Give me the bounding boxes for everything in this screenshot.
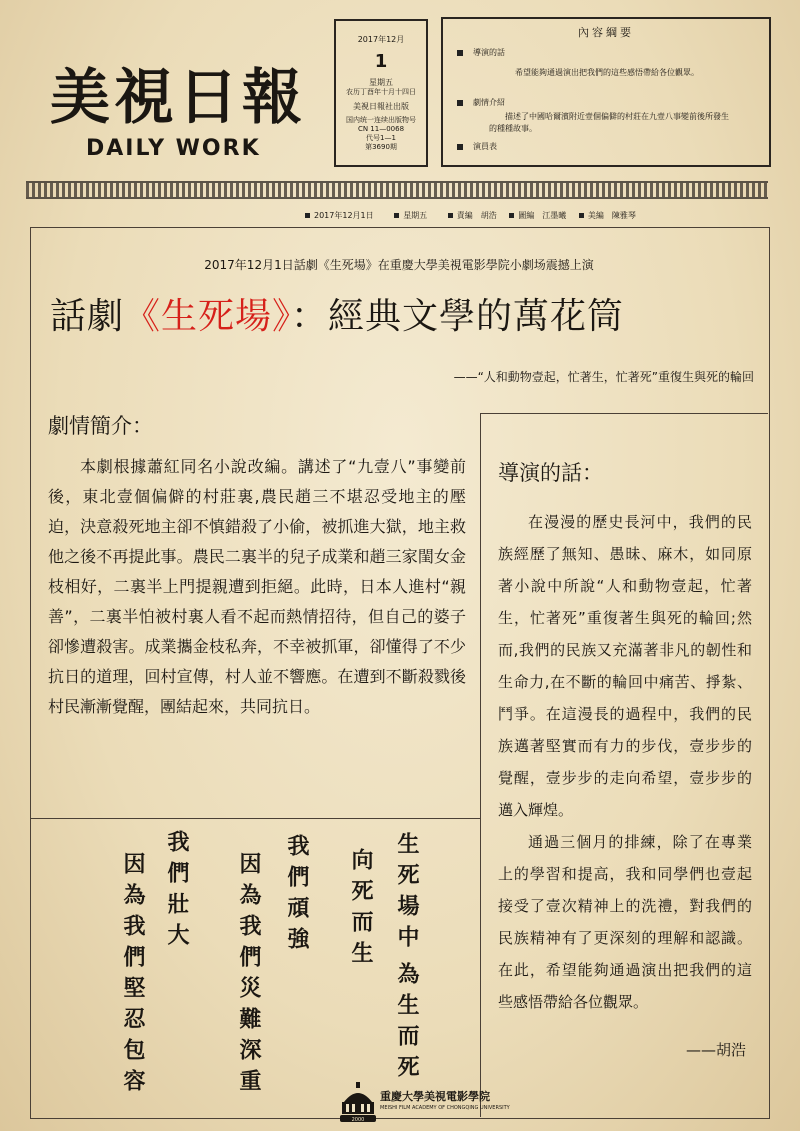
emblem-year: 2000 — [351, 1117, 365, 1123]
date-lunar: 农历丁酉年十月十四日 — [346, 87, 416, 96]
newspaper-title: 美視日報 — [50, 63, 306, 133]
contents-item — [457, 141, 497, 152]
newspaper-subtitle: DAILY WORK — [86, 136, 261, 161]
headline-play-title: 《生死場》 — [124, 296, 292, 337]
director-signature: ——胡浩 — [686, 1041, 747, 1059]
contents-item — [457, 47, 505, 58]
info-image-editor: 圖編 江墨曦 — [518, 211, 567, 220]
plot-body — [48, 452, 466, 722]
contents-item-title: 導演的話 — [473, 48, 505, 57]
contents-box — [441, 17, 771, 167]
date-weekday: 星期五 — [369, 77, 393, 87]
issue-number: 第3690期 — [365, 142, 397, 151]
article-tagline: ——“人和動物壹起，忙著生，忙著死”重復生與死的輪回 — [453, 370, 754, 384]
serial-number: CN 11—0068 — [357, 125, 405, 133]
director-paragraph: 通過三個月的排練，除了在專業上的學習和提高，我和同學們也壹起接受了壹次精神上的洗禮，對我們的民族精神有了更深刻的理解和認識。在此，希望能夠通過演出把我們的這些感悟帶給各位觀眾。 — [498, 833, 752, 1011]
article-subhead: 2017年12月1日話劇《生死場》在重慶大學美視電影學院小劇场震撼上演 — [204, 258, 594, 272]
director-paragraph: 在漫漫的歷史長河中，我們的民族經歷了無知、愚昧、麻木，如同原著小說中所說“人和動物壹起，忙著生，忙著死”重復著生與死的輪回;然而,我們的民族又充滿著非凡的韌性和生命力,在不斷的輪回中痛苦、掙紮、鬥爭。在這漫長的過程中，我們的民族邁著堅實而有力的步伐，壹步步的覺醒，壹步步的走向希望，壹步步的邁入輝煌。 — [498, 513, 752, 819]
bullet-icon — [457, 50, 463, 56]
bullet-icon — [305, 213, 310, 218]
bullet-icon — [579, 213, 584, 218]
contents-item-title: 演員表 — [473, 142, 497, 151]
poem-line: 我們壯大 — [164, 830, 190, 954]
date-box — [334, 19, 428, 167]
poem-line: 因為我們堅忍包容 — [120, 852, 146, 1100]
info-art-editor: 美編 陳雅琴 — [587, 211, 636, 220]
director-body — [498, 506, 752, 1018]
code-number: 代号1—1 — [366, 133, 396, 142]
date-year-month: 2017年12月 — [357, 35, 405, 44]
director-heading: 導演的話： — [498, 461, 603, 485]
column-divider — [480, 413, 481, 1117]
serial-number-label: 国内统一连续出版物号 — [346, 116, 416, 125]
contents-item-desc: 希望能夠通過演出把我們的這些感悟帶給各位觀眾。 — [515, 68, 699, 77]
poem-line: 向死而生 — [348, 848, 374, 972]
info-weekday: 星期五 — [403, 211, 428, 220]
column-top-rule — [480, 413, 768, 414]
date-day: 1 — [374, 51, 388, 72]
bullet-icon — [448, 213, 453, 218]
info-bar — [305, 210, 636, 221]
plot-paragraph: 本劇根據蕭紅同名小說改編。講述了“九壹八”事變前後，東北壹個偏僻的村莊裏,農民趙三不堪忍受地主的壓迫，決意殺死地主卻不慎錯殺了小偷，被抓進大獄，地主救他之後不再提此事。農民二裏半的兒子成業和趙三家閨女金枝相好，二裏半上門提親遭到拒絕。此時，日本人進村“親善”，二裏半怕被村裏人看不起而熱情招待，但自己的婆子卻慘遭殺害。成業攜金枝私奔，不幸被抓軍，卻懂得了不少抗日的道理，回村宣傳，村人並不響應。在遭到不斷殺戮後村民漸漸覺醒，團結起來，共同抗日。 — [48, 457, 466, 716]
poem-line: 生死場中 — [394, 832, 420, 956]
contents-item — [457, 97, 505, 108]
poem-line: 我們頑強 — [284, 834, 310, 958]
bullet-icon — [509, 213, 514, 218]
school-emblem-icon — [338, 1080, 378, 1124]
contents-item-title: 劇情介紹 — [473, 98, 505, 107]
bullet-icon — [457, 144, 463, 150]
school-name-en: MEISHI FILM ACADEMY OF CHONGQING UNIVERSITY — [380, 1105, 510, 1111]
article-headline — [50, 288, 624, 339]
plot-heading: 劇情簡介： — [48, 414, 153, 438]
headline-suffix: ：經典文學的萬花筒 — [291, 296, 625, 337]
publisher-name: 美視日報社出版 — [353, 102, 409, 112]
contents-item-desc: 描述了中國哈爾濱附近壹個偏僻的村莊在九壹八事變前後所發生的種種故事。 — [489, 112, 729, 133]
masthead-divider — [26, 181, 768, 199]
section-divider — [30, 818, 480, 819]
contents-heading: 內容綱要 — [578, 26, 634, 39]
headline-prefix: 話劇 — [50, 296, 125, 337]
poem-line: 為生而死 — [394, 962, 420, 1086]
info-date: 2017年12月1日 — [314, 211, 374, 220]
school-name: 重慶大學美視電影學院 — [380, 1090, 490, 1103]
bullet-icon — [394, 213, 399, 218]
info-editor: 責編 胡浩 — [456, 211, 497, 220]
poem-line: 因為我們災難深重 — [236, 852, 262, 1100]
bullet-icon — [457, 100, 463, 106]
